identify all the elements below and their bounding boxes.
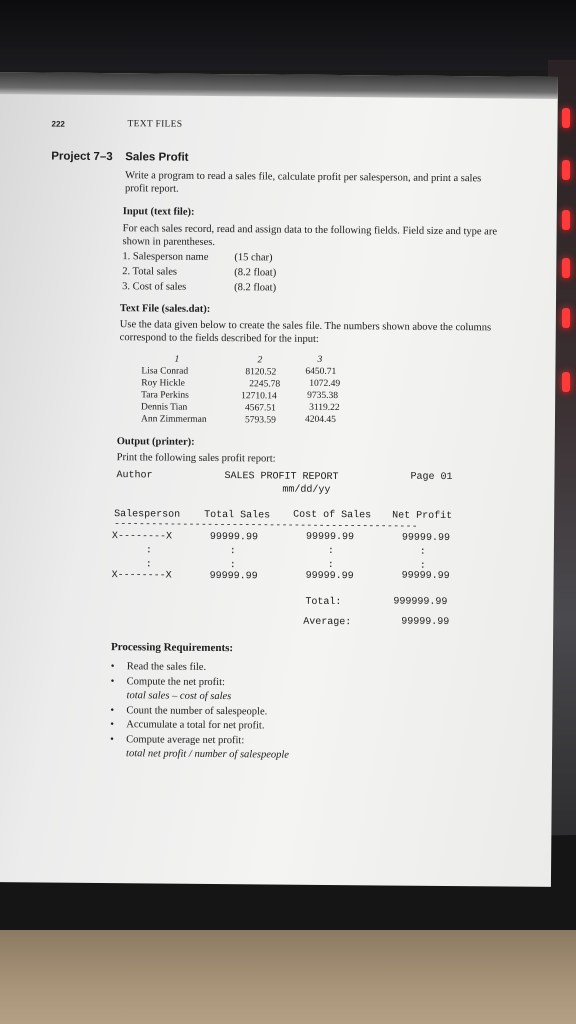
ellipsis-colon: : (145, 545, 152, 557)
intro-line-2: profit report. (124, 183, 179, 195)
processing-heading: Processing Requirements: (110, 641, 234, 655)
processing-item: Compute average net profit: (126, 734, 245, 747)
ellipsis-colon: : (229, 546, 236, 558)
bullet: • (110, 705, 115, 717)
background-top (0, 0, 576, 70)
ellipsis-colon: : (419, 546, 426, 558)
record-name: Tara Perkins (141, 390, 189, 401)
record-name: Dennis Tian (141, 402, 188, 413)
bullet: • (110, 676, 115, 688)
processing-item: Read the sales file. (126, 661, 207, 673)
processing-item: Compute the net profit: (126, 676, 226, 689)
input-heading: Input (text file): (122, 206, 195, 218)
total-value: 999999.99 (393, 596, 448, 609)
led-light (562, 160, 570, 180)
column-number: 2 (257, 355, 263, 366)
average-value: 99999.99 (401, 616, 450, 629)
ellipsis-colon: : (327, 545, 334, 558)
column-number: 3 (317, 354, 323, 365)
ellipsis-colon: : (419, 560, 426, 572)
led-light (562, 210, 570, 230)
record-sales: 2245.78 (249, 379, 281, 390)
processing-item: Count the number of salespeople. (126, 705, 268, 718)
column-number: 1 (174, 354, 180, 365)
section-header: TEXT FILES (127, 119, 183, 130)
total-label: Total: (305, 596, 342, 609)
document-page (0, 72, 558, 887)
column-header: Net Profit (392, 510, 453, 523)
report-title: SALES PROFIT REPORT (224, 471, 339, 484)
record-cost: 3119.22 (309, 402, 340, 414)
processing-item: Accumulate a total for net profit. (126, 719, 265, 732)
project-title: Sales Profit (125, 151, 189, 164)
report-row-name: X--------X (111, 531, 173, 543)
ellipsis-colon: : (327, 559, 334, 572)
report-row-sales: 99999.99 (209, 570, 258, 583)
led-light (562, 258, 570, 278)
text-file-desc-line-1: Use the data given below to create the sales file. The numbers shown above the columns (119, 319, 492, 334)
dash-separator: ------------------------------------------------- (114, 519, 418, 533)
ellipsis-colon: : (145, 559, 152, 571)
output-heading: Output (printer): (116, 436, 195, 448)
text-file-desc-line-2: correspond to the fields described for the input: (119, 332, 319, 345)
record-name: Roy Hickle (141, 378, 185, 389)
record-name: Ann Zimmerman (140, 414, 207, 425)
record-sales: 5793.59 (244, 415, 276, 426)
input-desc-line-1: For each sales record, read and assign data to the following fields. Field size and type are (122, 223, 498, 238)
input-desc-line-2: shown in parentheses. (122, 236, 216, 248)
background-carpet (0, 930, 576, 1024)
average-label: Average: (303, 616, 352, 629)
project-label: Project 7–3 (51, 150, 113, 164)
field-type: (15 char) (234, 252, 273, 264)
output-desc: Print the following sales profit report: (116, 452, 276, 465)
record-sales: 12710.14 (241, 391, 277, 402)
led-light (562, 308, 570, 328)
record-sales: 4567.51 (245, 403, 276, 414)
column-header: Salesperson (114, 509, 181, 521)
page-number: 222 (51, 119, 65, 129)
report-row-profit: 99999.99 (401, 570, 450, 583)
report-date: mm/dd/yy (282, 484, 331, 496)
record-cost: 4204.45 (304, 414, 336, 426)
field-type: (8.2 float) (234, 282, 277, 294)
field-name: 1. Salesperson name (122, 251, 209, 263)
report-author: Author (116, 470, 153, 482)
field-name: 3. Cost of sales (122, 281, 187, 293)
report-row-cost: 99999.99 (305, 570, 354, 583)
report-page: Page 01 (410, 471, 453, 484)
record-cost: 1072.49 (309, 378, 341, 390)
processing-formula: total net profit / number of salespeople (126, 748, 290, 761)
report-row-name: X--------X (111, 570, 172, 582)
column-header: Cost of Sales (293, 509, 372, 522)
record-sales: 8120.52 (245, 367, 277, 378)
report-row-sales: 99999.99 (209, 531, 259, 544)
intro-line-1: Write a program to read a sales file, calculate profit per salesperson, and print a sales (125, 170, 482, 185)
record-cost: 6450.71 (305, 366, 337, 378)
bullet: • (110, 734, 114, 746)
record-cost: 9735.38 (307, 390, 339, 402)
report-row-cost: 99999.99 (305, 531, 355, 544)
record-name: Lisa Conrad (141, 366, 189, 377)
column-header: Total Sales (204, 509, 271, 522)
processing-formula: total sales – cost of sales (126, 690, 232, 703)
ellipsis-colon: : (229, 560, 236, 572)
led-light (562, 372, 570, 392)
bullet: • (110, 661, 115, 673)
text-file-heading: Text File (sales.dat): (119, 303, 211, 315)
led-light (562, 108, 570, 128)
report-row-profit: 99999.99 (401, 532, 451, 545)
field-name: 2. Total sales (122, 266, 178, 278)
page-top-shadow (0, 72, 558, 99)
bullet: • (110, 719, 115, 731)
field-type: (8.2 float) (234, 267, 277, 279)
